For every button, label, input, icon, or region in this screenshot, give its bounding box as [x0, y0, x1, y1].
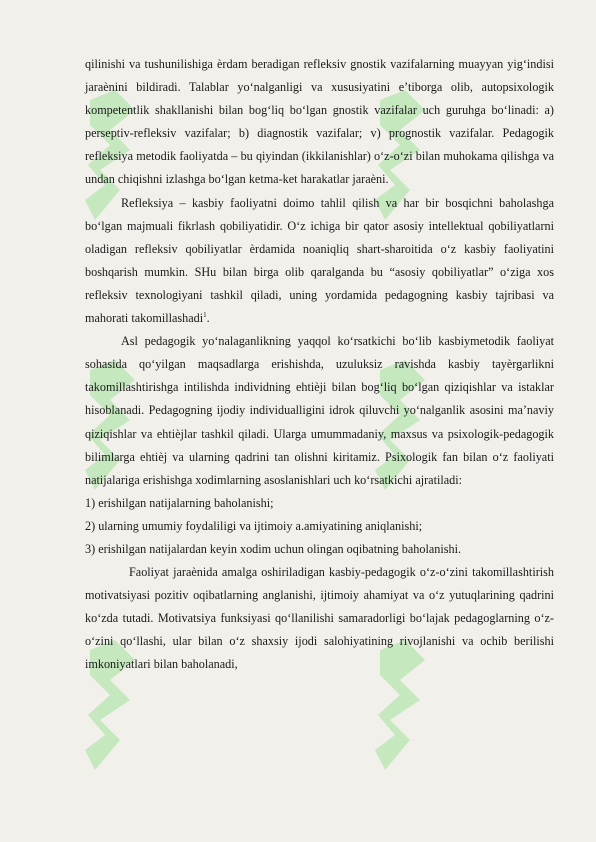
paragraph-reflection	[85, 192, 554, 331]
paragraph-reflection-text: Refleksiya – kasbiy faoliyatni doimo tahlil qilish va har bir bosqichni baholashga bo‘lgan majmuali fikrlash qobiliyatidir. O‘z ichiga bir qator asosiy intellektual qobiliyatlarni oladigan refleksiv qobiliyatlar èrdamida noaniqliq shart-sharoitida o‘z kasbiy faoliyatini boshqarish mumkin. SHu bilan birga olib qaralganda bu “asosiy qobiliyatlar” o‘ziga xos refleksiv texnologiyani tashkil qiladi, uning yordamida pedagogning kasbiy tajribasi va mahorati takomillashadi	[85, 195, 554, 326]
paragraph-orientation: Asl pedagogik yo‘nalaganlikning yaqqol ko‘rsatkichi bo‘lib kasbiymetodik faoliyat sohasida qo‘yilgan maqsadlarga erishishda, uzuluksiz ravishda kasbiy tayèrgarlikni takomillashtirishga intilishda individning ehtièji bilan bog‘liq bo‘lgan qiziqishlar va istaklar hisoblanadi. Pedagogning ijodiy individualligini idrok qiluvchi yo‘nalganlik asosini ma’naviy qiziqishlar va ehtièjlar tashkil qiladi. Ularga umummadaniy, maxsus va psixologik-pedagogik bilimlarga ehtièj va ularning qadrini tan olishni kiritamiz. Psixologik fan bilan o‘z faoliyati natijalariga erishishga xodimlarning asoslanishlari uch ko‘rsatkichi ajratiladi:	[85, 334, 554, 487]
paragraph-intro: qilinishi va tushunilishiga èrdam beradigan refleksiv gnostik vazifalarning muayyan yig‘indisi jaraènini bildiradi. Talablar yo‘nalganligi va xususiyatini e’tiborga olib, autopsixologik kompetentlik shakllanishi bilan bog‘liq bo‘lgan gnostik vazifalar uch guruhga bo‘linadi: a) perseptiv-refleksiv vazifalar; b) diagnostik vazifalar; v) prognostik vazifalar. Pedagogik refleksiya metodik faoliyatda – bu qiyindan (ikkilanishlar) o‘z-o‘zi bilan muhokama qilishga va undan chiqishni izlashga bo‘lgan ketma-ket harakatlar jaraèni.	[85, 57, 554, 187]
list-item: 2) ularning umumiy foydaliligi va ijtimoiy a.amiyatining aniqlanishi;	[85, 518, 423, 533]
paragraph-reflection-tail: .	[206, 311, 210, 326]
footnote-marker[interactable]: 1	[203, 310, 207, 319]
list-item: 3) erishilgan natijalardan keyin xodim uchun olingan oqibatning baholanishi.	[85, 541, 462, 556]
document-body	[85, 53, 554, 677]
paragraph-motivation: Faoliyat jaraènida amalga oshiriladigan kasbiy-pedagogik o‘z-o‘zini takomillashtirish motivatsiyasi pozitiv oqibatlarning anglanishi, ijtimoiy ahamiyat va o‘z yutuqlarining qadrini ko‘zda tutadi. Motivatsiya funksiyasi qo‘llanilishi samaradorligi bo‘lajak pedagoglarning o‘z-o‘zini qo‘llashi, ular bilan o‘z shaxsiy ijodi salohiyatining rivojlanishi va ochib berilishi imkoniyatlari bilan baholanadi,	[85, 565, 554, 672]
list-item: 1) erishilgan natijalarning baholanishi;	[85, 495, 274, 510]
